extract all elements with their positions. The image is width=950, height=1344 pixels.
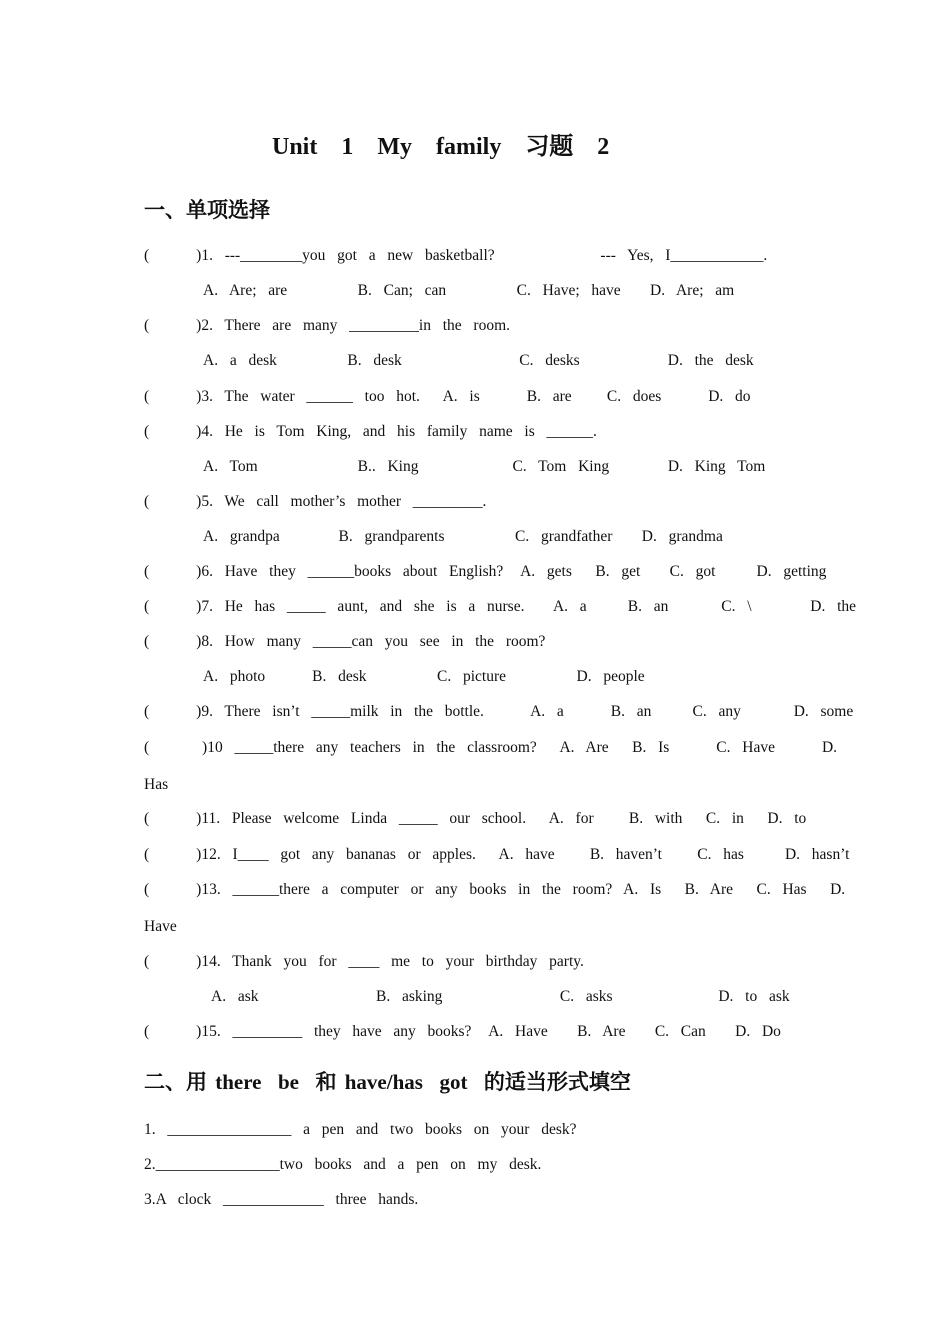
q2-line: ( )2. There are many _________in the room. bbox=[144, 317, 510, 334]
q5-line: ( )5. We call mother’s mother _________. bbox=[144, 493, 487, 510]
q12-line: ( )12. I____ got any bananas or apples. A. have B. haven’t C. has D. hasn’t bbox=[144, 846, 850, 863]
q5-options: A. grandpa B. grandparents C. grandfather D. grandma bbox=[203, 528, 723, 545]
section-heading-fill-in: 二、用 there be 和 have/has got 的适当形式填空 bbox=[144, 1070, 631, 1094]
q10-line: ( )10 _____there any teachers in the classroom? A. Are B. Is C. Have D. bbox=[144, 739, 838, 756]
fill-item-2: 2.________________two books and a pen on my desk. bbox=[144, 1156, 542, 1173]
q11-line: ( )11. Please welcome Linda _____ our school. A. for B. with C. in D. to bbox=[144, 810, 807, 827]
q6-line: ( )6. Have they ______books about English? A. gets B. get C. got D. getting bbox=[144, 563, 827, 580]
q4-line: ( )4. He is Tom King, and his family name is ______. bbox=[144, 423, 597, 440]
q3-line: ( )3. The water ______ too hot. A. is B. are C. does D. do bbox=[144, 388, 751, 405]
q15-line: ( )15. _________ they have any books? A. Have B. Are C. Can D. Do bbox=[144, 1023, 781, 1040]
fill-item-1: 1. ________________ a pen and two books on your desk? bbox=[144, 1121, 577, 1138]
fill-item-3: 3.A clock _____________ three hands. bbox=[144, 1191, 419, 1208]
q13-wrap: Have bbox=[144, 918, 177, 935]
q8-options: A. photo B. desk C. picture D. people bbox=[203, 668, 645, 685]
q14-line: ( )14. Thank you for ____ me to your birthday party. bbox=[144, 953, 584, 970]
section-heading-single-choice: 一、单项选择 bbox=[144, 198, 270, 222]
q14-options: A. ask B. asking C. asks D. to ask bbox=[211, 988, 790, 1005]
q10-wrap: Has bbox=[144, 776, 169, 793]
q2-options: A. a desk B. desk C. desks D. the desk bbox=[203, 352, 754, 369]
q8-line: ( )8. How many _____can you see in the room? bbox=[144, 633, 546, 650]
page-title: Unit 1 My family 习题 2 bbox=[272, 134, 610, 160]
q1-line: ( )1. ---________you got a new basketball? --- Yes, I____________. bbox=[144, 247, 768, 264]
q9-line: ( )9. There isn’t _____milk in the bottle. A. a B. an C. any D. some bbox=[144, 703, 854, 720]
q1-options: A. Are; are B. Can; can C. Have; have D. Are; am bbox=[203, 282, 735, 299]
q7-line: ( )7. He has _____ aunt, and she is a nurse. A. a B. an C. \ D. the bbox=[144, 598, 857, 615]
q4-options: A. Tom B.. King C. Tom King D. King Tom bbox=[203, 458, 766, 475]
q13-line: ( )13. ______there a computer or any books in the room? A. Is B. Are C. Has D. bbox=[144, 881, 846, 898]
